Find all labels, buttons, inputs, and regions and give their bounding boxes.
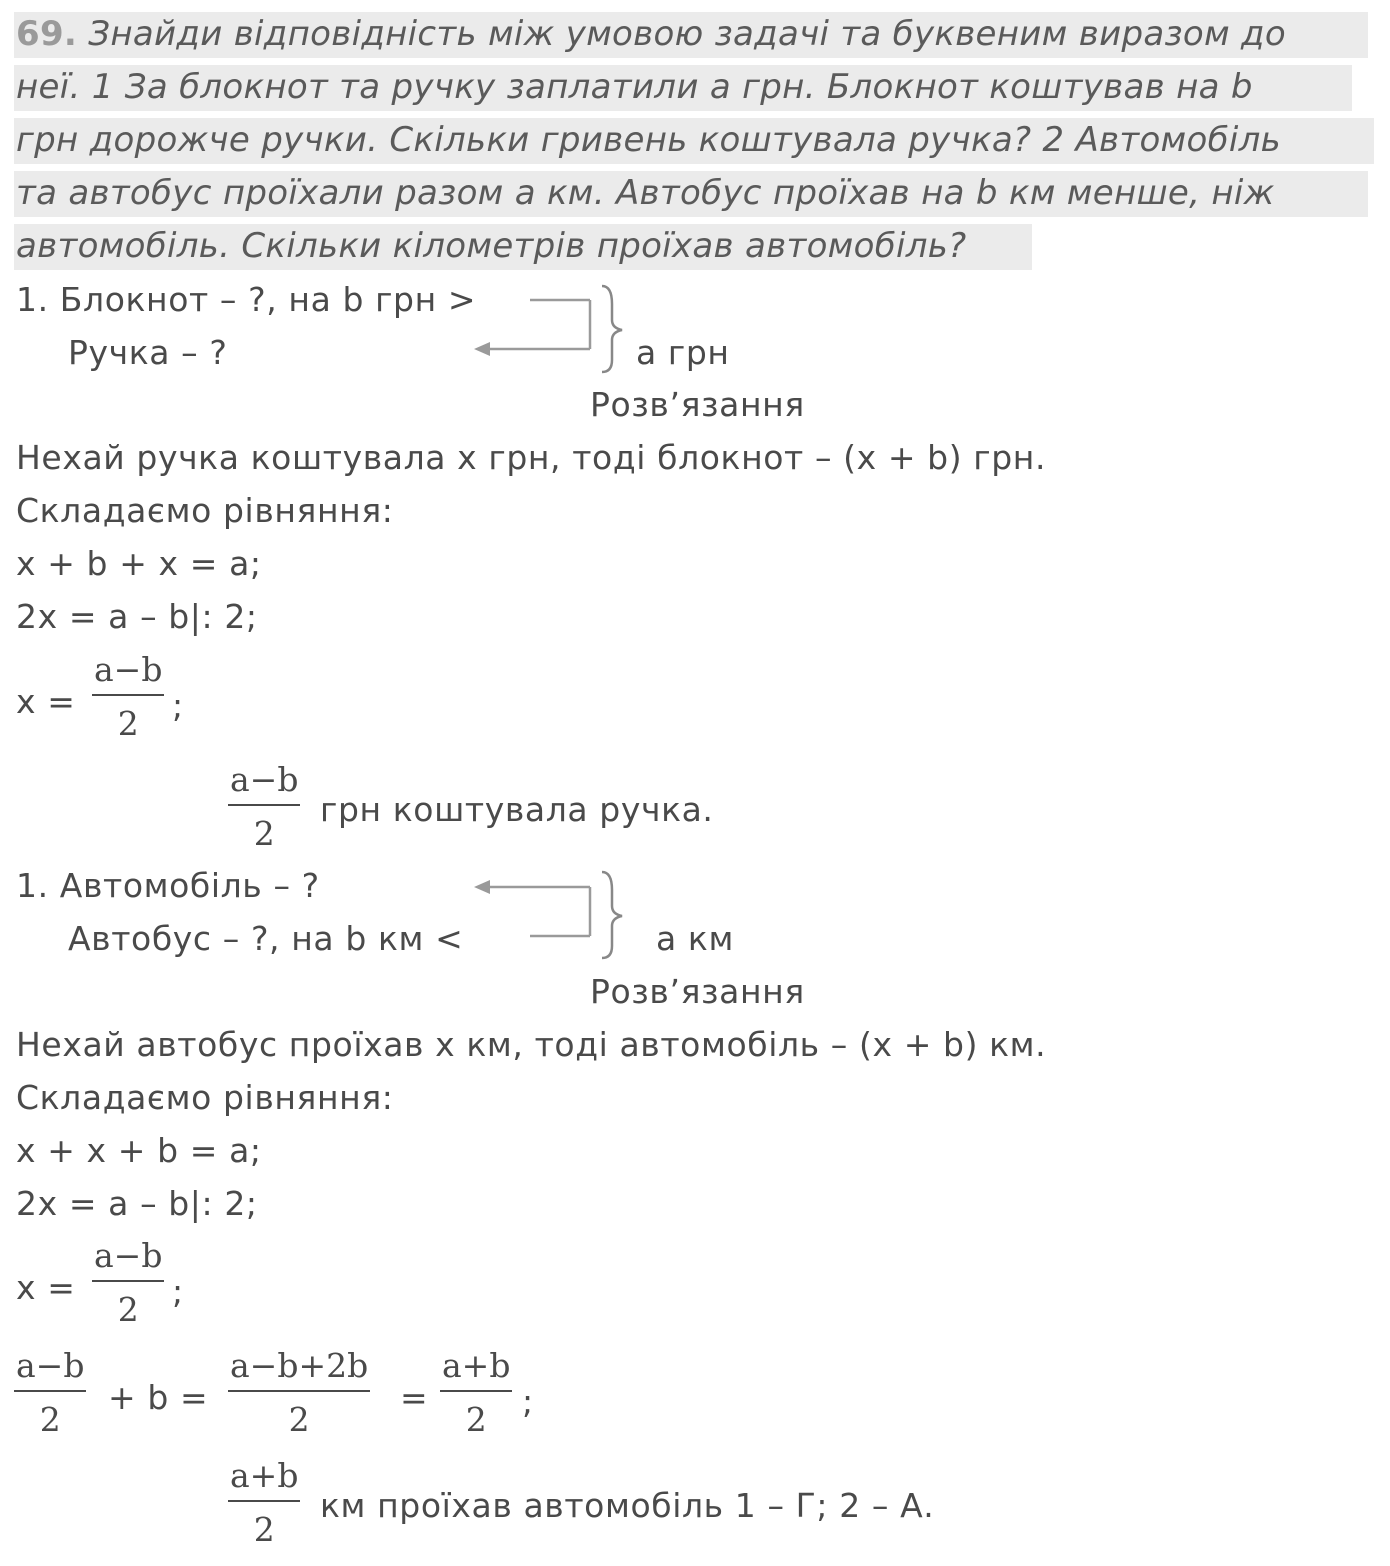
part1-x-fraction: a−b 2 bbox=[94, 650, 163, 743]
part1-answer: грн коштувала ручка. bbox=[320, 790, 714, 829]
part1-let: Нехай ручка коштувала x грн, тоді блокнот – (x + b) грн. bbox=[16, 438, 1047, 477]
part2-arrow-diagram bbox=[470, 868, 630, 968]
part1-answer-fraction: a−b 2 bbox=[230, 760, 299, 853]
part2-sum-fraction-3: a+b 2 bbox=[442, 1346, 511, 1439]
part2-answer-fraction: a+b 2 bbox=[230, 1456, 299, 1549]
part2-x-fraction: a−b 2 bbox=[94, 1236, 163, 1329]
part2-condition-line1: 1. Автомобіль – ? bbox=[16, 866, 320, 905]
part1-solution-heading: Розв’язання bbox=[590, 385, 805, 424]
part2-total: a км bbox=[656, 919, 734, 958]
part1-eq1: x + b + x = a; bbox=[16, 544, 262, 583]
part1-condition-line1: 1. Блокнот – ?, на b грн > bbox=[16, 280, 477, 319]
part2-equals: = bbox=[400, 1378, 429, 1417]
part1-condition-line2: Ручка – ? bbox=[68, 333, 228, 372]
part2-eq-title: Складаємо рівняння: bbox=[16, 1078, 394, 1117]
part2-semicolon: ; bbox=[172, 1272, 184, 1311]
task-number: 69. bbox=[16, 14, 78, 54]
part1-eq3-lhs: x = bbox=[16, 682, 76, 721]
part1-eq-title: Складаємо рівняння: bbox=[16, 491, 394, 530]
part1-arrow-diagram bbox=[470, 282, 630, 382]
part2-let: Нехай автобус проїхав x км, тоді автомобіль – (x + b) км. bbox=[16, 1025, 1047, 1064]
part1-semicolon: ; bbox=[172, 686, 184, 725]
part2-solution-heading: Розв’язання bbox=[590, 972, 805, 1011]
part2-eq1: x + x + b = a; bbox=[16, 1131, 262, 1170]
task-line-2: неї. 1 За блокнот та ручку заплатили a грн. Блокнот коштував на b bbox=[16, 67, 1253, 107]
part2-eq2: 2x = a – b|: 2; bbox=[16, 1184, 258, 1223]
part2-eq3-lhs: x = bbox=[16, 1268, 76, 1307]
task-line-5: автомобіль. Скільки кілометрів проїхав автомобіль? bbox=[16, 226, 967, 266]
part2-condition-line2: Автобус – ?, на b км < bbox=[68, 919, 464, 958]
part2-plus-b: + b = bbox=[108, 1378, 209, 1417]
part2-sum-semicolon: ; bbox=[522, 1382, 534, 1421]
part2-sum-fraction-2: a−b+2b 2 bbox=[230, 1346, 369, 1439]
part2-answer: км проїхав автомобіль 1 – Г; 2 – А. bbox=[320, 1486, 935, 1525]
task-line-3: грн дорожче ручки. Скільки гривень коштувала ручка? 2 Автомобіль bbox=[16, 120, 1281, 160]
part1-total: a грн bbox=[636, 333, 730, 372]
task-line-1: 69. Знайди відповідність між умовою задачі та буквеним виразом до bbox=[16, 14, 1286, 54]
part2-sum-fraction-1: a−b 2 bbox=[16, 1346, 85, 1439]
part1-eq2: 2x = a – b|: 2; bbox=[16, 597, 258, 636]
task-line-4: та автобус проїхали разом a км. Автобус проїхав на b км менше, ніж bbox=[16, 173, 1275, 213]
